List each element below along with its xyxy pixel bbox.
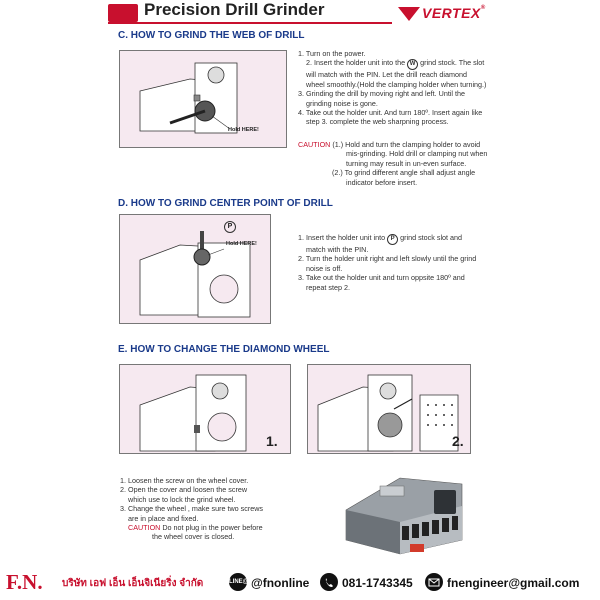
line-icon: LINE@ — [229, 573, 247, 591]
registered-mark: ® — [480, 5, 486, 11]
step-line: which use to lock the grind wheel. — [128, 494, 236, 504]
step-line: repeat step 2. — [306, 282, 350, 292]
precision-logo — [108, 4, 138, 22]
step-line: grind stock slot and — [400, 233, 463, 242]
hold-here-label: Hold HERE! — [228, 127, 259, 133]
email-address[interactable]: fnengineer@gmail.com — [447, 576, 580, 590]
hold-here-label: Hold HERE! — [226, 241, 257, 247]
step-line: will match with the PIN. Let the drill reach diamond — [306, 70, 467, 80]
caution-line: turning may result in un-even surface. — [346, 158, 467, 168]
fn-logo: F.N. — [6, 570, 43, 594]
figure-1-label: 1. — [266, 433, 278, 449]
line-id[interactable]: @fnonline — [251, 576, 310, 590]
grinder-web-illustration — [120, 51, 286, 147]
step-line: are in place and fixed. — [128, 513, 199, 523]
p-symbol-icon: P — [224, 221, 236, 233]
step-line: 1. Loosen the screw on the wheel cover. — [120, 476, 249, 485]
step-line: noise is off. — [306, 263, 343, 273]
step-line: 2. Insert the holder unit into the — [306, 58, 406, 68]
section-d-heading: D. HOW TO GRIND CENTER POINT OF DRILL — [118, 198, 333, 209]
page-title: Precision Drill Grinder — [144, 0, 325, 19]
phone-icon — [320, 573, 338, 591]
caution-label: CAUTION — [128, 523, 161, 533]
step-line: wheel smoothly.(Hold the clamping holder when turning.) — [306, 79, 487, 89]
wheel-open-illustration — [308, 365, 470, 453]
step-line: 2. Turn the holder unit right and left slowly until the grind — [298, 254, 477, 264]
step-line: step 3. complete the web sharpning process. — [306, 117, 449, 127]
vertex-brand-text: VERTEX — [422, 5, 481, 21]
w-stock-icon: W — [407, 59, 418, 70]
section-d-steps — [298, 233, 518, 292]
step-line: 3. Change the wheel , make sure two screws — [120, 504, 264, 514]
section-d-figure — [119, 214, 271, 324]
section-c-heading: C. HOW TO GRIND THE WEB OF DRILL — [118, 30, 305, 41]
caution-line: indicator before insert. — [346, 177, 418, 187]
step-line: 2. Open the cover and loosen the screw — [120, 485, 248, 495]
caution-label: CAUTION — [298, 140, 331, 149]
wheel-cover-illustration — [120, 365, 290, 453]
caution-line: Do not plug in the power before — [162, 523, 263, 533]
section-c-figure — [119, 50, 287, 148]
p-stock-icon: P — [387, 234, 398, 245]
product-photo — [340, 470, 470, 560]
email-icon — [425, 573, 443, 591]
step-line: 1. Turn on the power. — [298, 49, 366, 58]
grinder-center-illustration — [120, 215, 270, 323]
step-line: 4. Take out the holder unit. And turn 180º. Insert again like — [298, 108, 483, 118]
phone-number[interactable]: 081-1743345 — [342, 576, 413, 590]
caution-line: (1.) Hold and turn the clamping holder to avoid — [332, 140, 481, 149]
section-c-steps — [298, 49, 518, 127]
caution-line: the wheel cover is closed. — [152, 532, 235, 542]
caution-line: (2.) To grind different angle shall adjust angle — [332, 168, 476, 178]
step-line: match with the PIN. — [306, 245, 369, 254]
step-line: 1. Insert the holder unit into — [298, 233, 386, 242]
company-name-thai: บริษัท เอฟ เอ็น เอ็นจิเนียริ่ง จำกัด — [62, 578, 204, 589]
step-line: 3. Take out the holder unit and turn oppsite 180º and — [298, 273, 465, 283]
section-e-figure-2 — [307, 364, 471, 454]
step-line: 3. Grinding the drill by moving right and left. Until the — [298, 89, 465, 99]
figure-2-label: 2. — [452, 433, 464, 449]
vertex-brand — [398, 6, 498, 22]
vertex-mark-icon — [398, 7, 420, 21]
step-line: grinding noise is gone. — [306, 98, 378, 108]
section-e-figure-1 — [119, 364, 291, 454]
section-e-steps — [120, 476, 320, 542]
header-rule — [108, 22, 392, 24]
step-line: grind stock. The slot — [420, 58, 485, 68]
caution-line: mis-grinding. Hold drill or clamping nut when — [346, 149, 488, 159]
drill-grinder-photo — [340, 470, 470, 560]
section-c-caution — [298, 140, 518, 187]
section-e-heading: E. HOW TO CHANGE THE DIAMOND WHEEL — [118, 344, 330, 355]
